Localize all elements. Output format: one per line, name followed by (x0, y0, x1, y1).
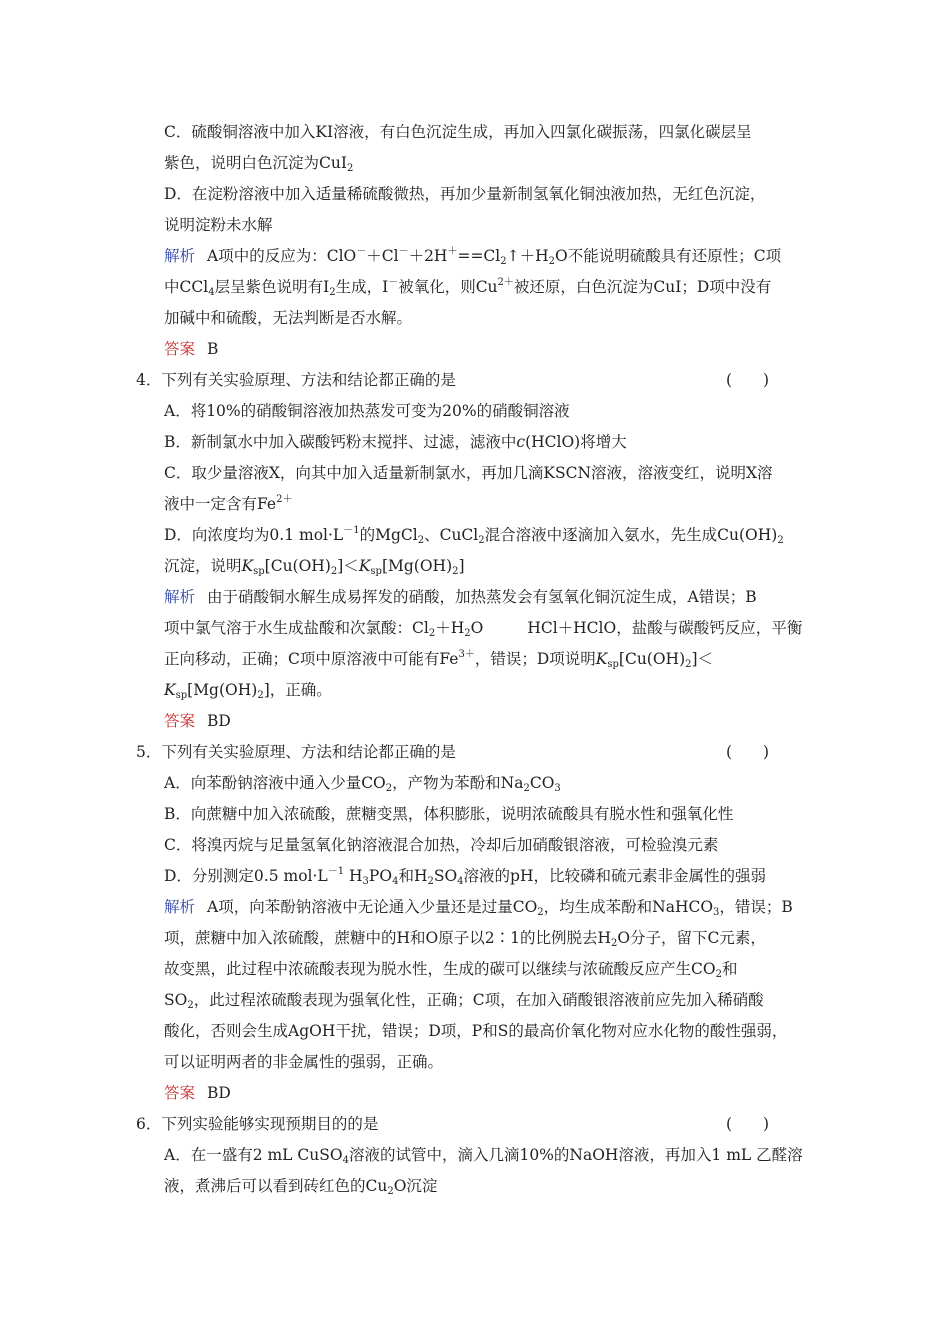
q3-analysis-cont-2: 加碱中和硫酸，无法判断是否水解。 (164, 309, 413, 327)
q4-analysis-cont-1: 项中氯气溶于水生成盐酸和次氯酸：$Cl_2+H_2O$ HCl＋HClO，盐酸与碳酸钙反应，平衡 (164, 619, 803, 639)
q4-option-d-cont: 沉淀，说明$K_{sp}[Cu(OH)_2]<K_{sp}[Mg(OH)_2]$ (164, 557, 465, 577)
analysis-label: 解析 (164, 898, 196, 916)
q4-answer: 答案 BD (164, 712, 231, 730)
analysis-label: 解析 (164, 247, 196, 265)
q5-analysis-cont-2: 故变黑，此过程中浓硫酸表现为脱水性，生成的碳可以继续与浓硫酸反应产生$CO_2$和 (164, 960, 738, 980)
answer-bracket: ( ) (726, 743, 770, 761)
q4-option-c: C．取少量溶液X，向其中加入适量新制氯水，再加几滴KSCN溶液，溶液变红，说明X溶 (164, 464, 773, 482)
q5-answer: 答案 BD (164, 1084, 231, 1102)
q6-option-a: A．在一盛有2 mL CuSO$_4$溶液的试管中，滴入几滴10%的NaOH溶液，再加入1 mL 乙醛溶 (164, 1146, 803, 1166)
q4-option-a: A．将10%的硝酸铜溶液加热蒸发可变为20%的硝酸铜溶液 (164, 402, 570, 420)
q3-analysis: 解析 A项中的反应为：$ClO^-+Cl^-+2H^+==Cl_2↑+H_2O$不能说明硫酸具有还原性；C项 (164, 246, 782, 267)
q5-stem: 5．下列有关实验原理、方法和结论都正确的是 ( ) (136, 743, 770, 761)
q5-option-a: A．向苯酚钠溶液中通入少量$CO_2$，产物为苯酚和$Na_2CO_3$ (164, 774, 561, 794)
q3-answer: 答案 B (164, 340, 219, 358)
answer-label: 答案 (164, 340, 196, 358)
q5-analysis-cont-3: $SO_2$，此过程浓硫酸表现为强氧化性，正确；C项，在加入硝酸银溶液前应先加入稀硝酸 (164, 991, 764, 1011)
q3-option-d: D．在淀粉溶液中加入适量稀硫酸微热，再加少量新制氢氧化铜浊液加热，无红色沉淀， (164, 185, 766, 203)
q3-analysis-cont-1: 中CCl$_4$层呈紫色说明有$I_2$生成，I－被氧化，则$Cu^{2+}$被还原，白色沉淀为CuI；D项中没有 (164, 277, 772, 298)
q5-analysis: 解析 A项，向苯酚钠溶液中无论通入少量还是过量$CO_2$，均生成苯酚和NaHCO$_3$，错误；B (164, 898, 793, 918)
q5-analysis-cont-4: 酸化，否则会生成AgOH干扰，错误；D项，P和S的最高价氧化物对应水化物的酸性强弱， (164, 1022, 788, 1040)
q6-stem: 6．下列实验能够实现预期目的的是 ( ) (136, 1115, 770, 1133)
q5-option-b: B．向蔗糖中加入浓硫酸，蔗糖变黑，体积膨胀，说明浓硫酸具有脱水性和强氧化性 (164, 805, 734, 823)
q5-analysis-cont-5: 可以证明两者的非金属性的强弱，正确。 (164, 1053, 444, 1071)
q4-stem: 4．下列有关实验原理、方法和结论都正确的是 ( ) (136, 371, 770, 389)
q4-option-d: D．向浓度均为0.1 $mol\cdot L^{-1}$的MgCl$_2$、CuCl$_2$混合溶液中逐滴加入氨水，先生成$Cu(OH)_2$ (164, 525, 784, 546)
analysis-label: 解析 (164, 588, 196, 606)
q5-analysis-cont-1: 项，蔗糖中加入浓硫酸，蔗糖中的H和O原子以2∶1的比例脱去$H_2O$分子，留下C元素， (164, 929, 766, 949)
q4-option-b: B．新制氯水中加入碳酸钙粉末搅拌、过滤，滤液中c(HClO)将增大 (164, 433, 627, 451)
q4-analysis-cont-3: $K_{sp}[Mg(OH)_2]$，正确。 (164, 681, 332, 701)
answer-bracket: ( ) (726, 371, 770, 389)
q3-option-c: C．硫酸铜溶液中加入KI溶液，有白色沉淀生成，再加入四氯化碳振荡，四氯化碳层呈 (164, 123, 752, 141)
q5-option-c: C．将溴丙烷与足量氢氧化钠溶液混合加热，冷却后加硝酸银溶液，可检验溴元素 (164, 836, 719, 854)
q4-option-c-cont: 液中一定含有$Fe^{2+}$ (164, 494, 293, 513)
answer-bracket: ( ) (726, 1115, 770, 1133)
answer-label: 答案 (164, 1084, 196, 1102)
q3-option-d-cont: 说明淀粉未水解 (164, 216, 273, 234)
q5-option-d: D．分别测定0.5 $mol\cdot L^{-1}$ $H_3PO_4$和$H_2SO_4$溶液的pH，比较磷和硫元素非金属性的强弱 (164, 866, 766, 887)
q4-analysis: 解析 由于硝酸铜水解生成易挥发的硝酸，加热蒸发会有氢氧化铜沉淀生成，A错误；B (164, 588, 757, 606)
q4-analysis-cont-2: 正向移动，正确；C项中原溶液中可能有$Fe^{3+}$，错误；D项说明$K_{sp}[Cu(OH)_2]<$ (164, 649, 714, 670)
q6-option-a-cont: 液，煮沸后可以看到砖红色的$Cu_2O$沉淀 (164, 1177, 438, 1197)
q3-option-c-cont: 紫色，说明白色沉淀为CuI$_2$ (164, 154, 354, 174)
answer-label: 答案 (164, 712, 196, 730)
